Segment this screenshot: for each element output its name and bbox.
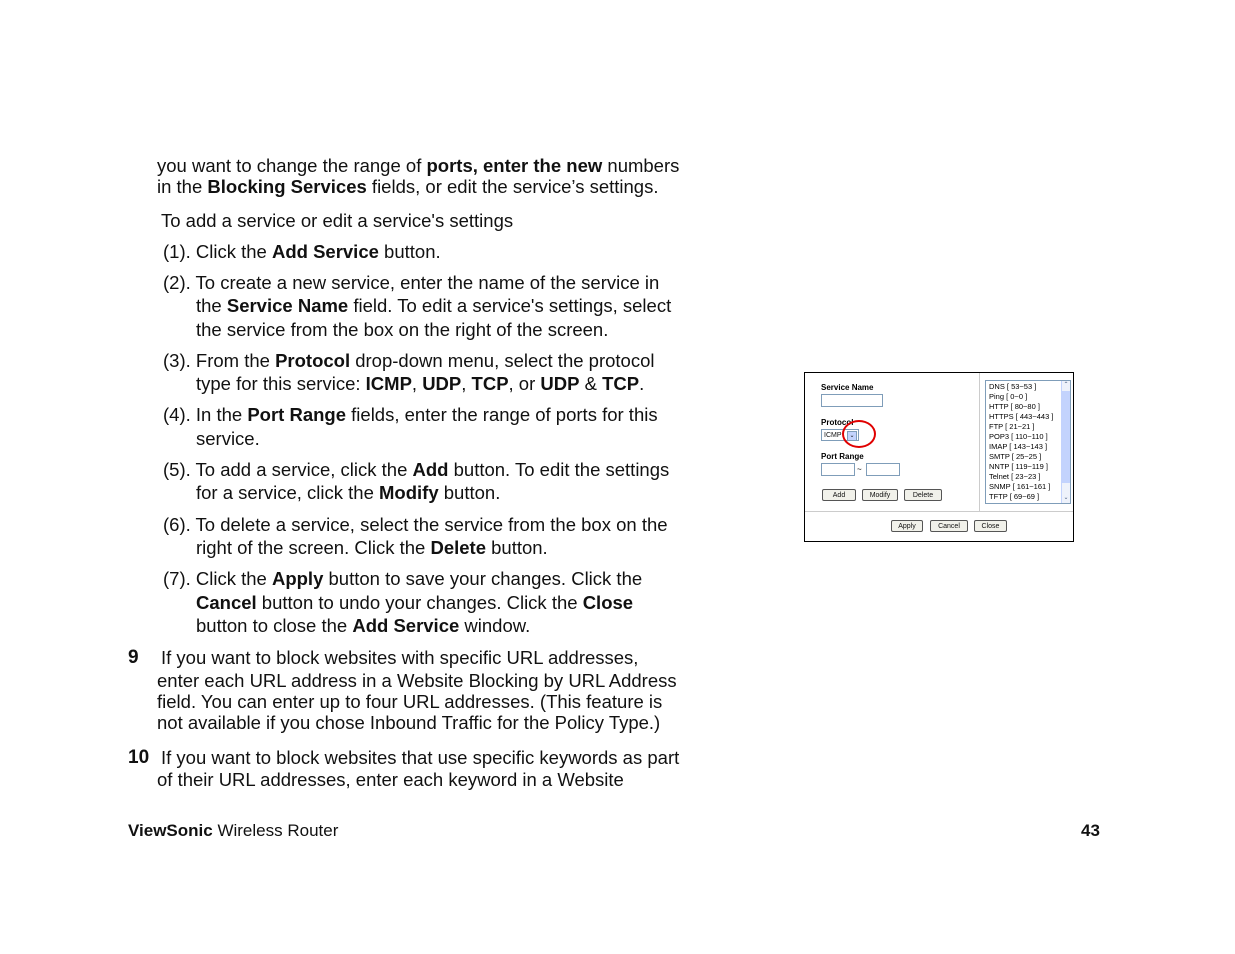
product-name: Wireless Router: [212, 821, 339, 840]
page-number: 43: [1081, 821, 1100, 840]
close-button[interactable]: Close: [974, 520, 1007, 532]
service-list[interactable]: [985, 380, 1071, 504]
list-item[interactable]: IMAP [ 143~143 ]: [989, 442, 1048, 451]
step-3-line-2: [196, 373, 644, 395]
step-6-line-1: (6). To delete a service, select the service from the box on the: [163, 514, 668, 535]
step-1: [163, 241, 441, 263]
port-range-start-input[interactable]: [821, 463, 855, 476]
list-item[interactable]: Telnet [ 23~23 ]: [989, 472, 1041, 481]
step-2-line-2: [196, 295, 671, 317]
text: for a service, click the: [196, 482, 380, 503]
step-7-line-1: [163, 568, 642, 590]
item-number-9: 9: [128, 647, 139, 668]
list-item[interactable]: HTTPS [ 443~443 ]: [989, 412, 1054, 421]
item-9-line-2: enter each URL address in a Website Blocking by URL Address: [157, 670, 677, 691]
text: (7). Click the: [163, 568, 272, 589]
bold-text: Close: [582, 592, 634, 613]
bold-text: Cancel: [196, 592, 257, 613]
bold-text: Add Service: [352, 615, 460, 636]
bold-text: Blocking Services: [207, 176, 367, 197]
bold-text: Add Service: [271, 241, 379, 262]
bold-text: UDP: [422, 373, 462, 394]
list-item[interactable]: Ping [ 0~0 ]: [989, 392, 1028, 401]
item-9-line-1: If you want to block websites with specific URL addresses,: [161, 647, 639, 668]
step-2-line-3: the service from the box on the right of the screen.: [196, 319, 609, 340]
modify-button[interactable]: Modify: [862, 489, 898, 501]
port-range-end-input[interactable]: [866, 463, 900, 476]
list-item[interactable]: FTP [ 21~21 ]: [989, 422, 1035, 431]
protocol-value: ICMP: [824, 432, 842, 439]
chevron-up-icon[interactable]: ⌃: [1063, 382, 1069, 388]
text: numbers: [602, 155, 680, 176]
text: (4). In the: [163, 404, 248, 425]
text: .: [639, 373, 645, 394]
scrollbar[interactable]: [1061, 381, 1070, 503]
text: button.: [438, 482, 501, 503]
item-10-line-2: of their URL addresses, enter each keyword in a Website: [157, 769, 624, 790]
body-line: [157, 155, 679, 177]
service-name-input[interactable]: [821, 394, 883, 407]
bold-text: TCP: [602, 373, 640, 394]
protocol-label: Protocol: [821, 418, 854, 427]
text: ,: [461, 373, 472, 394]
step-5-line-1: [163, 459, 669, 481]
text: , or: [508, 373, 541, 394]
list-item[interactable]: TFTP [ 69~69 ]: [989, 492, 1040, 501]
divider: [805, 511, 1073, 512]
list-item[interactable]: DNS [ 53~53 ]: [989, 382, 1037, 391]
text: ,: [411, 373, 423, 394]
bold-text: Service Name: [226, 295, 349, 316]
text: right of the screen. Click the: [196, 537, 431, 558]
chevron-down-icon[interactable]: ⌄: [847, 431, 857, 441]
list-item[interactable]: SMTP [ 25~25 ]: [989, 452, 1042, 461]
add-button[interactable]: Add: [822, 489, 856, 501]
port-range-label: Port Range: [821, 452, 864, 461]
text: type for this service:: [196, 373, 366, 394]
text: (3). From the: [163, 350, 276, 371]
text: window.: [459, 615, 531, 636]
bold-text: Port Range: [247, 404, 347, 425]
text: &: [579, 373, 603, 394]
text: button.: [485, 537, 548, 558]
text: button. To edit the settings: [448, 459, 670, 480]
list-item[interactable]: HTTP [ 80~80 ]: [989, 402, 1040, 411]
bold-text: TCP: [471, 373, 509, 394]
step-4-line-1: [163, 404, 658, 426]
item-9-line-4: not available if you chose Inbound Traffic for the Policy Type.): [157, 712, 661, 733]
list-item[interactable]: POP3 [ 110~110 ]: [989, 432, 1048, 441]
divider: [979, 373, 980, 511]
add-service-dialog: [804, 372, 1074, 542]
text: button to undo your changes. Click the: [256, 592, 583, 613]
text: button to save your changes. Click the: [323, 568, 643, 589]
item-10-line-1: If you want to block websites that use specific keywords as part: [161, 747, 680, 768]
text: button.: [378, 241, 441, 262]
bold-text: ports, enter the new: [426, 155, 603, 176]
apply-button[interactable]: Apply: [891, 520, 923, 532]
text: you want to change the range of: [157, 155, 427, 176]
step-7-line-3: [196, 615, 530, 637]
service-name-label: Service Name: [821, 383, 874, 392]
delete-button[interactable]: Delete: [904, 489, 942, 501]
text: fields, or edit the service’s settings.: [366, 176, 659, 197]
range-separator: ~: [857, 465, 862, 474]
list-item[interactable]: SNMP [ 161~161 ]: [989, 482, 1051, 491]
body-line: [157, 176, 658, 198]
bold-text: Modify: [379, 482, 439, 503]
step-3-line-1: [163, 350, 655, 372]
text: (5). To add a service, click the: [163, 459, 413, 480]
item-number-10: 10: [128, 747, 150, 768]
text: (1). Click the: [163, 241, 272, 262]
bold-text: ICMP: [365, 373, 412, 394]
item-9-line-3: field. You can enter up to four URL addresses. (This feature is: [157, 691, 663, 712]
bold-text: UDP: [540, 373, 580, 394]
cancel-button[interactable]: Cancel: [930, 520, 968, 532]
bold-text: Apply: [271, 568, 324, 589]
bold-text: Protocol: [275, 350, 351, 371]
step-5-line-2: [196, 482, 500, 504]
step-2-line-1: (2). To create a new service, enter the name of the service in: [163, 272, 660, 293]
chevron-down-icon[interactable]: ⌄: [1063, 495, 1069, 501]
footer-product: [128, 820, 338, 842]
text: in the: [157, 176, 208, 197]
step-6-line-2: [196, 537, 548, 559]
bold-text: Delete: [430, 537, 486, 558]
highlight-circle: [842, 420, 876, 448]
text: button to close the: [196, 615, 353, 636]
step-4-line-2: service.: [196, 428, 260, 449]
list-item[interactable]: NNTP [ 119~119 ]: [989, 462, 1048, 471]
text: drop-down menu, select the protocol: [350, 350, 655, 371]
scrollbar-thumb[interactable]: [1062, 391, 1070, 483]
intro-line: To add a service or edit a service's settings: [161, 210, 514, 231]
text: field. To edit a service's settings, select: [348, 295, 672, 316]
text: the: [196, 295, 227, 316]
step-7-line-2: [196, 592, 633, 614]
brand-name: ViewSonic: [128, 821, 213, 840]
text: fields, enter the range of ports for this: [346, 404, 658, 425]
bold-text: Add: [412, 459, 449, 480]
